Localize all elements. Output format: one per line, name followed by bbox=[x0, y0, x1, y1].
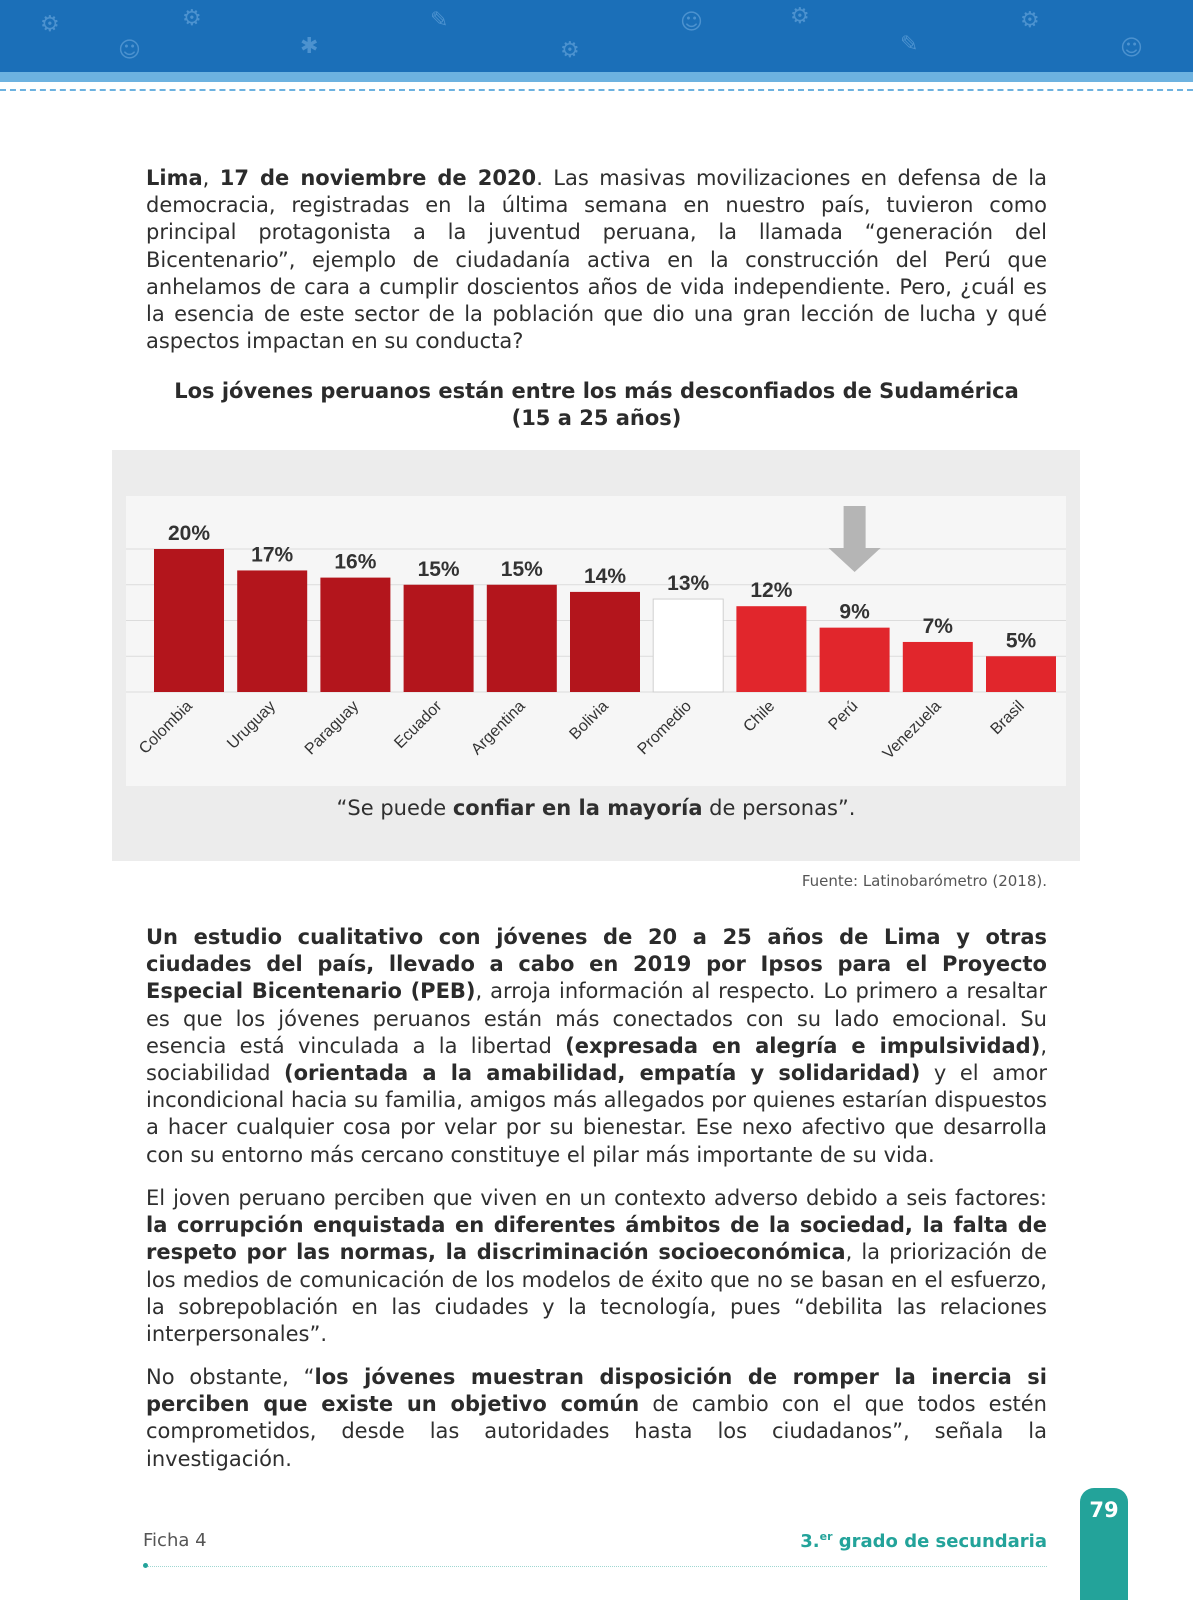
footer-dot bbox=[143, 1563, 148, 1568]
pencil-icon: ✎ bbox=[900, 32, 919, 57]
intro-separator: , bbox=[202, 166, 220, 190]
category-label: Promedio bbox=[634, 697, 696, 759]
bar-chart bbox=[112, 450, 1080, 790]
p1-bold-2: (expresada en alegría e impulsividad) bbox=[565, 1033, 1041, 1058]
pencil-icon: ✎ bbox=[430, 8, 449, 33]
chart-title: Los jóvenes peruanos están entre los más desconfiados de Sudamérica bbox=[174, 379, 1019, 403]
bar-paraguay bbox=[320, 578, 390, 692]
chart-title-block bbox=[146, 378, 1047, 432]
bar-chile bbox=[736, 606, 806, 692]
category-label: Bolivia bbox=[566, 697, 612, 744]
value-label: 13% bbox=[667, 572, 710, 596]
p3-bold-1: los jóvenes muestran disposición de romper la inercia si perciben que existe un objetivo común bbox=[146, 1365, 1047, 1417]
bar-uruguay bbox=[237, 570, 307, 692]
body-paragraph-2 bbox=[146, 1185, 1047, 1348]
category-label: Paraguay bbox=[301, 697, 363, 759]
intro-place: Lima bbox=[146, 166, 203, 190]
p1-text-3: y el amor incondicional hacia su familia, amigos más allegados por quienes estarían dispuestos a hacer cualquier cosa por velar por su bienestar. Ese nexo afectivo que desarrolla con su entorno más cercano constituye el pilar más importante de su vida. bbox=[146, 1061, 1047, 1167]
footer-worksheet-label: Ficha 4 bbox=[143, 1530, 207, 1551]
category-label: Colombia bbox=[136, 697, 196, 758]
p1-text-1: , arroja información al respecto. Lo primero a resaltar es que los jóvenes peruanos están más conectados con su lado emocional. Su esencia está vinculada a la libertad bbox=[146, 979, 1047, 1058]
header-banner bbox=[0, 0, 1193, 72]
page-number: 79 bbox=[1089, 1498, 1119, 1522]
value-label: 16% bbox=[334, 550, 377, 574]
smiley-icon: ☺ bbox=[1120, 36, 1143, 61]
bar-promedio bbox=[653, 599, 723, 692]
value-label: 15% bbox=[500, 557, 543, 581]
bar-bolivia bbox=[570, 592, 640, 692]
category-label: Chile bbox=[740, 697, 779, 736]
category-label: Perú bbox=[825, 697, 862, 734]
smiley-icon: ☺ bbox=[118, 38, 141, 63]
value-label: 17% bbox=[251, 543, 294, 567]
smiley-icon: ☺ bbox=[680, 10, 703, 35]
bar-venezuela bbox=[903, 642, 973, 692]
p2-text-1: El joven peruano perciben que viven en un contexto adverso debido a seis factores: bbox=[146, 1186, 1047, 1210]
chart-caption bbox=[112, 796, 1080, 820]
category-label: Brasil bbox=[987, 697, 1028, 739]
value-label: 7% bbox=[922, 614, 953, 638]
caption-bold: confiar en la mayoría bbox=[452, 796, 703, 820]
bar-brasil bbox=[986, 656, 1056, 692]
value-label: 5% bbox=[1005, 629, 1037, 653]
bar-perú bbox=[820, 628, 890, 692]
gear-icon: ⚙ bbox=[40, 12, 60, 37]
chart-panel bbox=[112, 450, 1080, 861]
body-paragraph-1 bbox=[146, 924, 1047, 1169]
caption-text-end: de personas”. bbox=[702, 796, 856, 820]
p1-text-2: , sociabilidad bbox=[146, 1033, 1047, 1086]
category-label: Ecuador bbox=[391, 697, 446, 752]
footer-grade bbox=[700, 1530, 1047, 1552]
grade-ordinal: er bbox=[819, 1530, 833, 1543]
grade-number: 3. bbox=[800, 1531, 820, 1552]
value-label: 14% bbox=[583, 564, 627, 588]
chart-subtitle: (15 a 25 años) bbox=[511, 406, 682, 430]
value-label: 20% bbox=[167, 522, 211, 545]
gear-icon: ⚙ bbox=[182, 6, 202, 31]
caption-text: “Se puede bbox=[336, 796, 453, 820]
category-label: Argentina bbox=[468, 697, 529, 759]
p2-text-2: , la priorización de los medios de comunicación de los modelos de éxito que no se basan en el esfuerzo, la sobrepoblación en las ciudades y la tecnología, pues “debilita las relaciones interpersonales”. bbox=[146, 1240, 1047, 1347]
p2-bold-1: la corrupción enquistada en diferentes ámbitos de la sociedad, la falta de respeto por las normas, la discriminación socioeconómica bbox=[146, 1213, 1047, 1265]
category-label: Venezuela bbox=[879, 697, 945, 763]
bar-ecuador bbox=[404, 585, 474, 692]
footer-divider bbox=[146, 1566, 1047, 1567]
bar-argentina bbox=[487, 585, 557, 692]
header-divider bbox=[0, 89, 1193, 91]
chart-source: Fuente: Latinobarómetro (2018). bbox=[801, 872, 1047, 890]
p3-text-1: No obstante, “ bbox=[146, 1365, 315, 1389]
grade-text: grado de secundaria bbox=[832, 1531, 1047, 1552]
intro-paragraph bbox=[146, 165, 1047, 355]
value-label: 15% bbox=[417, 557, 460, 581]
body-paragraph-3 bbox=[146, 1364, 1047, 1473]
gear-icon: ⚙ bbox=[560, 38, 580, 63]
p1-bold-1: Un estudio cualitativo con jóvenes de 20 a 25 años de Lima y otras ciudades del país, llevado a cabo en 2019 por Ipsos para el Proyecto Especial Bicentenario (PEB) bbox=[146, 925, 1047, 1004]
category-label: Uruguay bbox=[224, 697, 280, 753]
intro-text: . Las masivas movilizaciones en defensa de la democracia, registradas en la última semana en nuestro país, tuvieron como principal protagonista a la juventud peruana, la llamada “generación del Bicentenario”, ejemplo de ciudadanía activa en la construcción del Perú que anhelamos de cara a cumplir doscientos años de vida independiente. Pero, ¿cuál es la esencia de este sector de la población que dio una gran lección de lucha y qué aspectos impactan en su conducta? bbox=[146, 166, 1047, 354]
p1-bold-3: (orientada a la amabilidad, empatía y solidaridad) bbox=[283, 1061, 921, 1086]
page-number-tab bbox=[1080, 1488, 1128, 1600]
gear-icon: ⚙ bbox=[790, 4, 810, 29]
intro-date: 17 de noviembre de 2020 bbox=[219, 166, 537, 190]
p3-text-2: de cambio con el que todos estén comprometidos, desde las autoridades hasta los ciudadanos”, señala la investigación. bbox=[146, 1392, 1047, 1471]
gear-icon: ⚙ bbox=[1020, 8, 1040, 33]
bar-colombia bbox=[154, 549, 224, 692]
value-label: 9% bbox=[839, 600, 870, 624]
lightbulb-icon: ✱ bbox=[300, 34, 319, 59]
value-label: 12% bbox=[750, 579, 793, 603]
header-strip bbox=[0, 72, 1193, 82]
